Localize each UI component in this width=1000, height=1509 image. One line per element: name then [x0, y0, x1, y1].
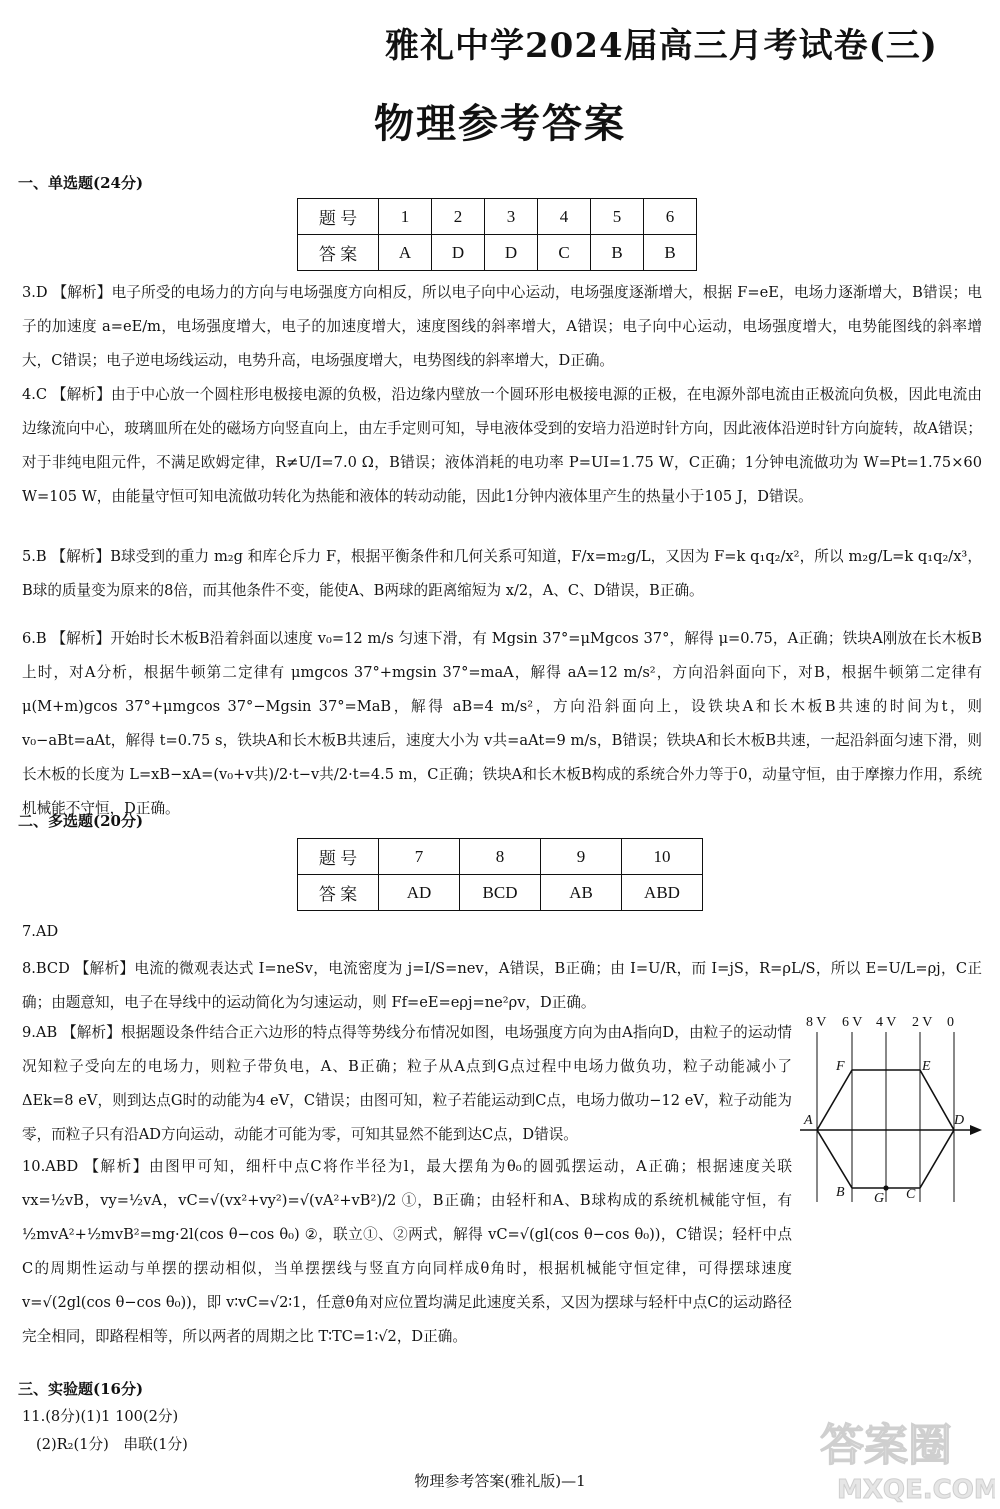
- answer-7: 7.AD: [22, 923, 59, 940]
- answer-9: 9.AB 【解析】根据题设条件结合正六边形的特点得等势线分布情况如图，电场强度方向为由A指向D，由粒子的运动情况知粒子受向左的电场力，则粒子带负电，A、B正确；粒子从A点到G点过程中电场力做负功，粒子动能减小了 ΔEk=8 eV，则到达点G时的动能为4 eV，C错误；由图可知，粒子若能运动到C点，电场力做功−12 eV，粒子动能为零，而粒子只有沿AD方向运动，动能才可能为零，可知其显然不能到达C点，D错误。: [22, 1024, 792, 1143]
- page-footer: 物理参考答案(雅礼版)—1: [414, 1472, 586, 1490]
- table-cell: ABD: [622, 875, 703, 911]
- answer-8: 8.BCD 【解析】电流的微观表达式 I=neSv，电流密度为 j=I/S=nev，A错误，B正确；由 I=U/R，而 I=jS，R=ρL/S，所以 E=U/L=ρj，C正确；由题意知，电子在导线中的运动简化为匀速运动，则 Ff=eE=eρj=ne²ρv，D正确。: [22, 960, 982, 1011]
- document-title: 物理参考答案: [374, 100, 626, 147]
- potential-label: 4 V: [876, 1015, 897, 1030]
- arrow-head-icon: [970, 1125, 982, 1135]
- table-row: [298, 199, 697, 235]
- table-cell: 4: [538, 199, 591, 235]
- table-cell: 5: [591, 199, 644, 235]
- table-cell: 10: [622, 839, 703, 875]
- section-experiment-title: 三、实验题(16分): [18, 1380, 144, 1398]
- table-cell: 3: [485, 199, 538, 235]
- table-cell: BCD: [460, 875, 541, 911]
- table-cell: 6: [644, 199, 697, 235]
- answer-3: 3.D 【解析】电子所受的电场力的方向与电场强度方向相反，所以电子向中心运动，电场强度逐渐增大，根据 F=eE，电场力逐渐增大，B错误；电子的加速度 a=eE/m，电场强度增大，电子的加速度增大，速度图线的斜率增大，A错误；电子向中心运动，电场强度增大，电势能图线的斜率增大，C错误；电子逆电场线运动，电势升高，电场强度增大，电势图线的斜率增大，D正确。: [22, 284, 982, 369]
- table-cell: 1: [379, 199, 432, 235]
- point-label: A: [804, 1113, 813, 1128]
- answer-5: 5.B 【解析】B球受到的重力 m₂g 和库仑斥力 F，根据平衡条件和几何关系可知道，F/x=m₂g/L，又因为 F=k q₁q₂/x²，所以 m₂g/L=k q₁q₂/x³，B球的质量变为原来的8倍，而其他条件不变，能使A、B两球的距离缩短为 x/2，A、C、D错误，B正确。: [22, 548, 982, 599]
- table-cell: C: [538, 235, 591, 271]
- svg-text:答案圈: 答案圈: [820, 1420, 952, 1471]
- answer-4: 4.C 【解析】由于中心放一个圆柱形电极接电源的负极，沿边缘内壁放一个圆环形电极接电源的正极，在电源外部电流由正极流向负极，因此电流由边缘流向中心，玻璃皿所在处的磁场方向竖直向上，由左手定则可知，导电液体受到的安培力沿逆时针方向，因此液体沿逆时针方向旋转，故A错误；对于非纯电阻元件，不满足欧姆定律，R≠U/I=7.0 Ω，B错误；液体消耗的电功率 P=UI=1.75 W，C正确；1分钟电流做功为 W=Pt=1.75×60 W=105 W，由能量守恒可知电流做功转化为热能和液体的转动动能，因此1分钟内液体里产生的热量小于105 J，D错误。: [22, 386, 982, 505]
- table-row: [298, 839, 703, 875]
- equipotential-hexagon-diagram: [792, 1012, 992, 1210]
- point-label: D: [954, 1113, 965, 1128]
- table-cell: A: [379, 235, 432, 271]
- answer-11-line-1: 11.(8分)(1)1 100(2分): [22, 1408, 179, 1425]
- table-cell: 2: [432, 199, 485, 235]
- point-label: C: [906, 1187, 916, 1202]
- table-cell: 8: [460, 839, 541, 875]
- answer-11-line-2: (2)R₂(1分) 串联(1分): [36, 1436, 188, 1453]
- exam-title: 雅礼中学2024届高三月考试卷(三): [385, 26, 938, 66]
- table-cell: D: [485, 235, 538, 271]
- potential-label: 0: [947, 1015, 954, 1030]
- section-multi-choice-title: 二、多选题(20分): [18, 812, 144, 830]
- hexagon-diagram-svg: [792, 1012, 992, 1210]
- svg-text:MXQE.COM: MXQE.COM: [837, 1475, 995, 1505]
- table-cell: B: [644, 235, 697, 271]
- table-cell: AB: [541, 875, 622, 911]
- potential-label: 6 V: [842, 1015, 863, 1030]
- table-row: [298, 235, 697, 271]
- table-cell: 题 号: [298, 199, 379, 235]
- point-label: F: [836, 1059, 845, 1074]
- point-label: G: [874, 1191, 885, 1206]
- table-cell: 7: [379, 839, 460, 875]
- potential-label: 8 V: [806, 1015, 827, 1030]
- table-cell: 9: [541, 839, 622, 875]
- table-cell: B: [591, 235, 644, 271]
- point-label: B: [836, 1185, 845, 1200]
- table-cell: 题 号: [298, 839, 379, 875]
- section-single-choice-title: 一、单选题(24分): [18, 174, 144, 192]
- table-cell: 答 案: [298, 235, 379, 271]
- answer-6: 6.B 【解析】开始时长木板B沿着斜面以速度 v₀=12 m/s 匀速下滑，有 Mgsin 37°=μMgcos 37°，解得 μ=0.75，A正确；铁块A刚放在长木板B上时，对A分析，根据牛顿第二定律有 μmgcos 37°+mgsin 37°=maA，解得 aA=12 m/s²，方向沿斜面向下，对B，根据牛顿第二定律有 μ(M+m)gcos 37°+μmgcos 37°−Mgsin 37°=MaB，解得 aB=4 m/s²，方向沿斜面向上，设铁块A和长木板B共速的时间为t，则 v₀−aBt=aAt，解得 t=0.75 s，铁块A和长木板B共速后，速度大小为 v共=aAt=9 m/s，B错误；铁块A和长木板B共速，一起沿斜面匀速下滑，则长木板的长度为 L=xB−xA=(v₀+v共)/2·t−v共/2·t=4.5 m，C正确；铁块A和长木板B构成的系统合外力等于0，动量守恒，由于摩擦力作用，系统机械能不守恒，D正确。: [22, 630, 982, 817]
- table-cell: AD: [379, 875, 460, 911]
- single-choice-answer-table: [297, 198, 697, 271]
- multi-choice-answer-table: [297, 838, 703, 911]
- table-cell: D: [432, 235, 485, 271]
- answer-10: 10.ABD 【解析】由图甲可知，细杆中点C将作半径为l，最大摆角为θ₀的圆弧摆运动，A正确；根据速度关联 vx=½vB，vy=½vA，vC=√(vx²+vy²)=√(vA²+vB²)/2 ①，B正确；由轻杆和A、B球构成的系统机械能守恒，有 ½mvA²+½mvB²=mg·2l(cos θ−cos θ₀) ②，联立①、②两式，解得 vC=√(gl(cos θ−cos θ₀))，C错误；轻杆中点C的周期性运动与单摆的摆动相似，当单摆摆线与竖直方向同样成θ角时，根据机械能守恒定律，可得摆球速度 v=√(2gl(cos θ−cos θ₀))，即 v∶vC=√2∶1，任意θ角对应位置均满足此速度关系，又因为摆球与轻杆中点C的运动路径完全相同，即路程相等，所以两者的周期之比 T∶TC=1∶√2，D正确。: [22, 1158, 792, 1345]
- potential-label: 2 V: [912, 1015, 933, 1030]
- table-cell: 答 案: [298, 875, 379, 911]
- point-label: E: [922, 1059, 931, 1074]
- table-row: [298, 875, 703, 911]
- point-g-dot: [883, 1185, 888, 1190]
